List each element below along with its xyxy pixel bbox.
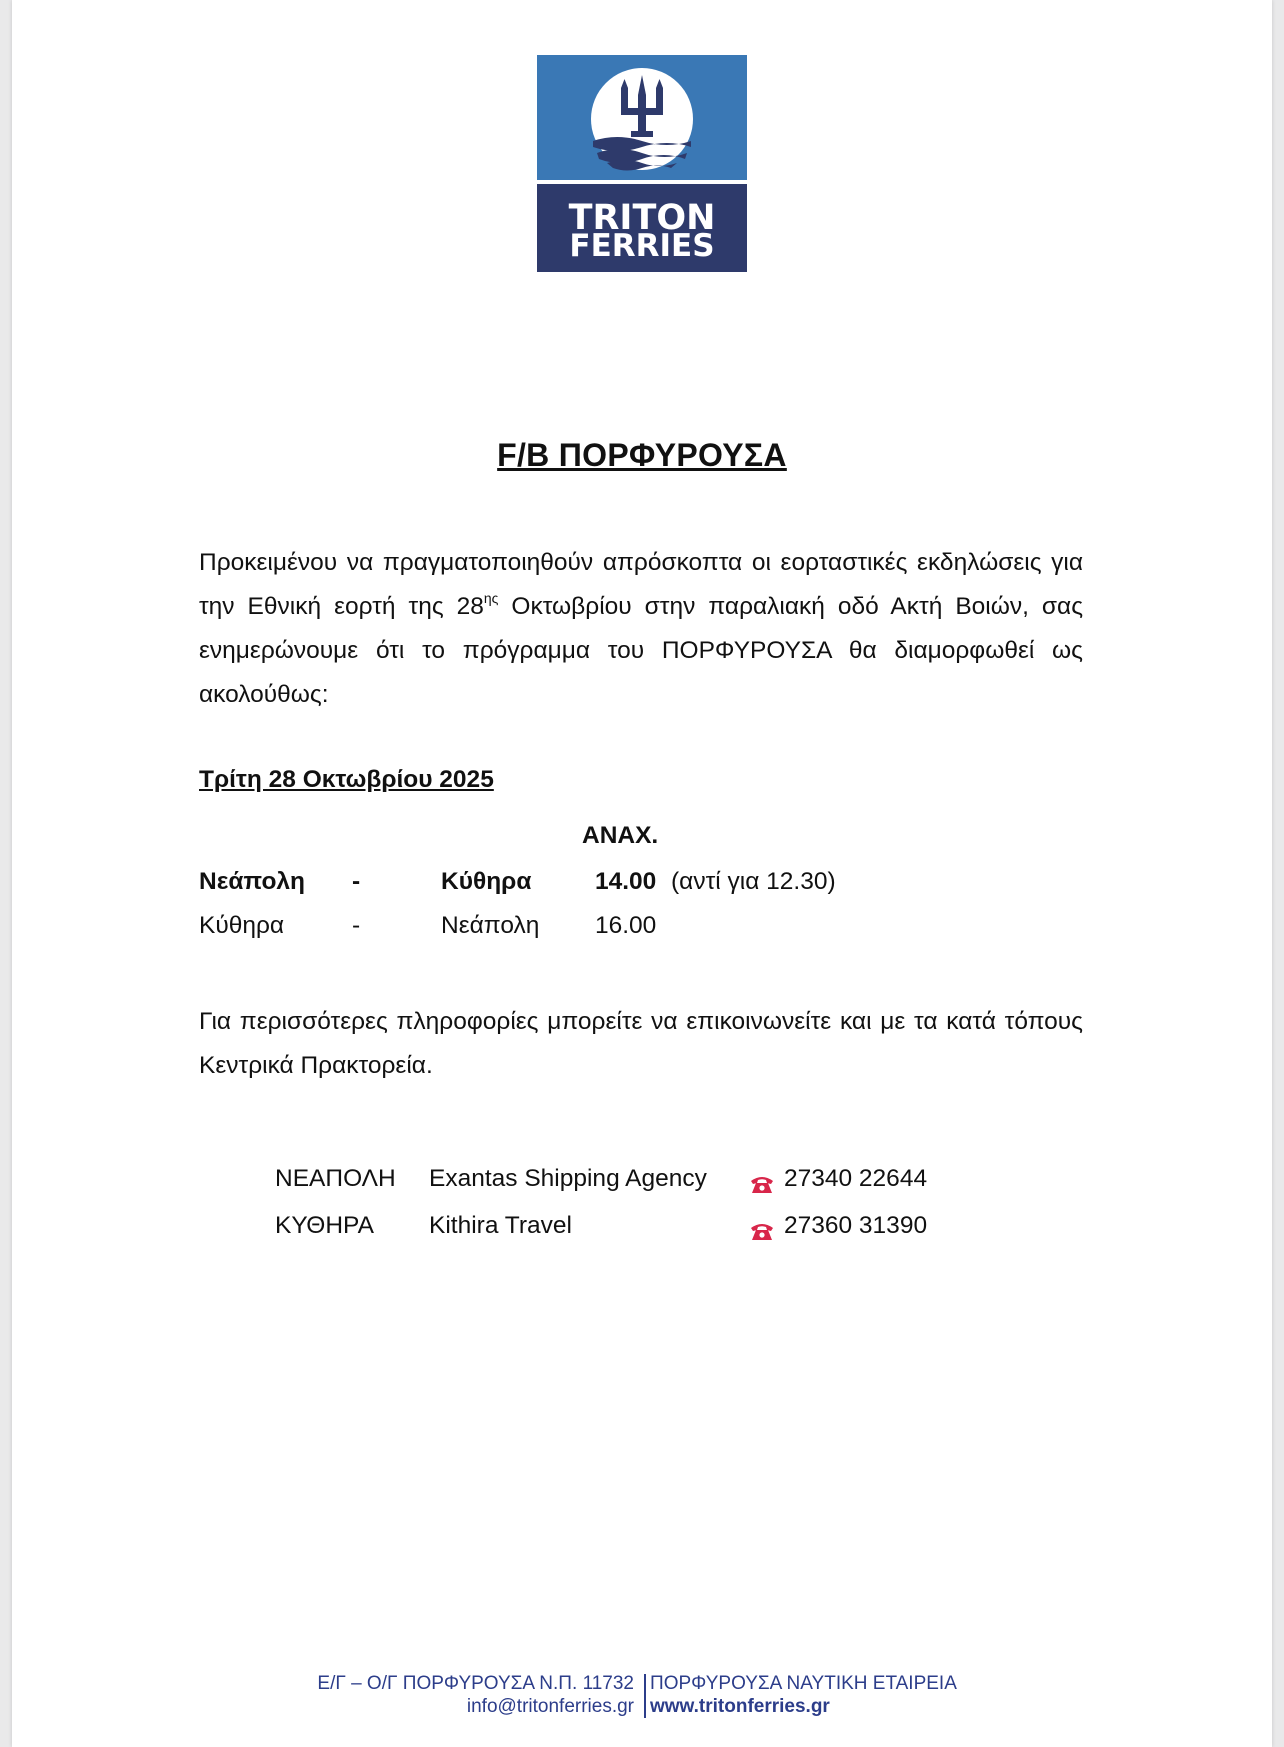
agency-city: ΚΥΘΗΡΑ: [275, 1212, 374, 1239]
departure-time: 16.00: [595, 912, 657, 939]
agency-phone[interactable]: 27360 31390: [784, 1212, 928, 1239]
footer-divider: [644, 1674, 646, 1718]
route-origin: Κύθηρα: [199, 912, 285, 939]
schedule-row: [199, 862, 999, 902]
agency-row: [275, 1157, 975, 1201]
svg-text:TRITON: TRITON: [568, 198, 716, 238]
footer-website-link[interactable]: www.tritonferries.gr: [650, 1696, 830, 1717]
route-destination: Κύθηρα: [441, 868, 532, 895]
agency-name: Exantas Shipping Agency: [429, 1165, 707, 1192]
route-origin: Νεάπολη: [199, 868, 306, 895]
footer-company: ΠΟΡΦΥΡΟΥΣΑ ΝΑΥΤΙΚΗ ΕΤΑΙΡΕΙΑ: [650, 1673, 957, 1694]
footer-vessels: Ε/Γ – Ο/Γ ΠΟΡΦΥΡΟΥΣΑ Ν.Π. 11732: [317, 1673, 634, 1694]
page-title: F/B ΠΟΡΦΥΡΟΥΣΑ: [497, 437, 787, 473]
time-note: (αντί για 12.30): [671, 868, 836, 895]
footer-email-link[interactable]: info@tritonferries.gr: [466, 1696, 634, 1717]
agency-name: Kithira Travel: [429, 1212, 572, 1239]
triton-ferries-logo: [537, 55, 747, 272]
schedule-date: Τρίτη 28 Οκτωβρίου 2025: [199, 766, 494, 793]
agency-phone[interactable]: 27340 22644: [784, 1165, 928, 1192]
departure-header: ΑΝΑΧ.: [582, 822, 659, 849]
route-dash: -: [352, 868, 361, 895]
departure-time: 14.00: [595, 868, 657, 895]
document-page: [12, 0, 1272, 1747]
info-paragraph: Για περισσότερες πληροφορίες μπορείτε να επικοινωνείτε και με τα κατά τόπους Κεντρικά Πρακτορεία.: [199, 1008, 1083, 1079]
telephone-icon: [749, 1213, 775, 1257]
schedule-row: [199, 906, 999, 946]
intro-paragraph: Προκειμένου να πραγματοποιηθούν απρόσκοπτα οι εορταστικές εκδηλώσεις για την Εθνική εορτή της $28^{\eta\varsigma}$ Οκτωβρίου στην παραλιακή οδό Ακτή Βοιών, σας ενημερώνουμε ότι το πρόγραμμα του ΠΟΡΦΥΡΟΥΣΑ θα διαμορφωθεί ως ακολούθως:: [199, 549, 1083, 708]
route-destination: Νεάπολη: [441, 912, 540, 939]
agency-row: [275, 1204, 975, 1248]
svg-text:FERRIES: FERRIES: [569, 228, 715, 264]
route-dash: -: [352, 912, 361, 939]
agency-city: ΝΕΑΠΟΛΗ: [275, 1165, 396, 1192]
